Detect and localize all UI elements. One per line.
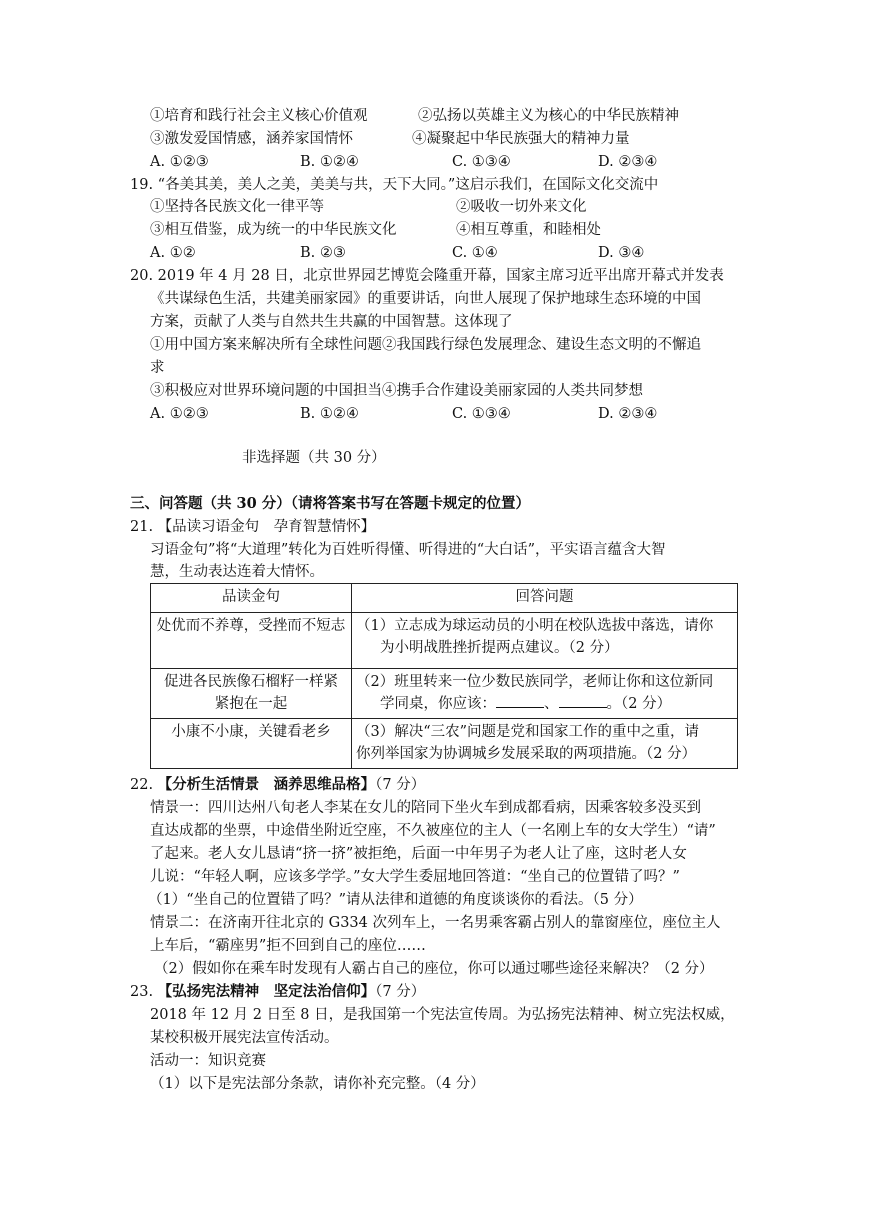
- q22-line: 情景二：在济南开往北京的 G334 次列车上，一名男乘客霸占别人的靠窗座位，座位主人: [150, 915, 721, 931]
- question-text: 你列举国家为协调城乡发展采取的两项措施。（2 分）: [356, 746, 697, 762]
- q22-heading: [130, 775, 425, 795]
- table-header-quote: 品读金句: [151, 584, 352, 613]
- q22-line: 情景一：四川达州八旬老人李某在女儿的陪同下坐火车到成都看病，因乘客较多没买到: [150, 800, 701, 816]
- q19-item-3: ③相互借鉴，成为统一的中华民族文化: [150, 222, 397, 238]
- answer-blank[interactable]: [496, 693, 544, 708]
- q19-item-1: ①坚持各民族文化一律平等: [150, 199, 324, 215]
- q22-line: 上车后，“霸座男”拒不回到自己的座位……: [150, 938, 426, 954]
- question-text: （2）班里转来一位少数民族同学，老师让你和这位新同: [356, 674, 714, 690]
- q21-intro-line: 习语金句”将“大道理”转化为百姓听得懂、听得进的“大白话”，平实语言蕴含大智: [150, 542, 666, 558]
- nonchoice-title: 非选择题（共 30 分）: [242, 450, 386, 466]
- table-row: [151, 719, 738, 769]
- q18-option-c: C. ①③④: [452, 154, 511, 170]
- q18-item-3: ③激发爱国情感，涵养家国情怀: [150, 131, 353, 147]
- q22-score: （7 分）: [375, 777, 426, 793]
- answer-blank[interactable]: [559, 693, 607, 708]
- q20-stem-line: 求: [150, 360, 165, 376]
- q18-option-a: A. ①②③: [150, 154, 209, 170]
- q19-option-b: B. ②③: [300, 245, 346, 261]
- q19-option-d: D. ③④: [598, 245, 645, 261]
- q22-title: 【分析生活情景 涵养思维品格】: [157, 776, 376, 793]
- q21-table: [150, 583, 738, 769]
- q21-heading: 21. 【品读习语金句 孕育智慧情怀】: [130, 519, 376, 535]
- q20-option-b: B. ①②④: [300, 406, 359, 422]
- blank-separator: 、: [544, 696, 559, 712]
- quote-text: 处优而不养尊，受挫而不短志: [156, 618, 346, 634]
- q22-line: 儿说：“年轻人啊，应该多学学。”女大学生委屈地回答道：“坐自己的位置错了吗？”: [150, 869, 680, 885]
- q23-score: （7 分）: [375, 984, 426, 1000]
- table-header-row: [151, 584, 738, 613]
- table-cell-question: [352, 669, 738, 719]
- table-cell-question: [352, 719, 738, 769]
- q23-line: 2018 年 12 月 2 日至 8 日，是我国第一个宪法宣传周。为弘扬宪法精神、树立宪法权威，: [150, 1007, 735, 1023]
- table-header-question: 回答问题: [352, 584, 738, 613]
- table-row: [151, 669, 738, 719]
- q23-subquestion-1: （1）以下是宪法部分条款，请你补充完整。（4 分）: [150, 1076, 485, 1092]
- q20-stem-line: 方案，贡献了人类与自然共生共赢的中国智慧。这体现了: [150, 314, 513, 330]
- question-text: 。（2 分）: [606, 696, 672, 712]
- q19-stem: 19. “各美其美，美人之美，美美与共，天下大同。”这启示我们，在国际文化交流中: [130, 177, 659, 193]
- q19-option-c: C. ①④: [452, 245, 498, 261]
- q23-heading: [130, 982, 425, 1002]
- question-text: （1）立志成为球运动员的小明在校队选拔中落选，请你: [356, 618, 714, 634]
- q22-subquestion-2: （2）假如你在乘车时发现有人霸占自己的座位，你可以通过哪些途径来解决？（2 分）: [154, 961, 714, 977]
- q23-title: 【弘扬宪法精神 坚定法治信仰】: [157, 983, 376, 1000]
- q20-option-c: C. ①③④: [452, 406, 511, 422]
- q20-stem-line: 《共谋绿色生活，共建美丽家园》的重要讲话，向世人展现了保护地球生态环境的中国: [150, 291, 701, 307]
- table-cell-quote: [151, 669, 352, 719]
- table-cell-question: [352, 613, 738, 669]
- question-text-with-blanks: [356, 693, 733, 715]
- q23-line: 某校积极开展宪法宣传活动。: [150, 1030, 339, 1046]
- table-cell-quote: [151, 719, 352, 769]
- table-row: [151, 613, 738, 669]
- quote-text: 促进各民族像石榴籽一样紧: [164, 674, 338, 690]
- table-cell-quote: [151, 613, 352, 669]
- question-text: （3）解决“三农”问题是党和国家工作的重中之重，请: [356, 724, 700, 740]
- q22-line: 直达成都的坐票，中途借坐附近空座，不久被座位的主人（一名刚上车的女大学生）“请”: [150, 823, 716, 839]
- q20-stem-line: ③积极应对世界环境问题的中国担当④携手合作建设美丽家园的人类共同梦想: [150, 383, 643, 399]
- q18-item-4: ④凝聚起中华民族强大的精神力量: [412, 131, 630, 147]
- q18-item-1: ①培育和践行社会主义核心价值观: [150, 108, 368, 124]
- question-text: 学同桌，你应该：: [380, 696, 496, 712]
- q19-item-2: ②吸收一切外来文化: [456, 199, 587, 215]
- q19-item-4: ④相互尊重，和睦相处: [456, 222, 601, 238]
- q21-intro-line: 慧，生动表达连着大情怀。: [150, 564, 324, 580]
- q18-option-d: D. ②③④: [598, 154, 658, 170]
- q18-option-b: B. ①②④: [300, 154, 359, 170]
- q20-option-a: A. ①②③: [150, 406, 209, 422]
- q20-option-d: D. ②③④: [598, 406, 658, 422]
- q20-stem-line: ①用中国方案来解决所有全球性问题②我国践行绿色发展理念、建设生态文明的不懈追: [150, 337, 701, 353]
- q22-number: 22.: [130, 777, 158, 793]
- quote-text: 小康不小康，关键看老乡: [171, 724, 331, 740]
- q22-subquestion-1: （1）“坐自己的位置错了吗？”请从法律和道德的角度谈谈你的看法。（5 分）: [148, 892, 643, 908]
- question-text: 为小明战胜挫折提两点建议。（2 分）: [380, 640, 619, 656]
- q18-item-2: ②弘扬以英雄主义为核心的中华民族精神: [418, 108, 679, 124]
- q19-option-a: A. ①②: [150, 245, 196, 261]
- quote-text: 紧抱在一起: [214, 696, 288, 712]
- q22-line: 了起来。老人女儿恳请“挤一挤”被拒绝，后面一中年男子为老人让了座，这时老人女: [150, 846, 687, 862]
- q23-activity-title: 活动一：知识竞赛: [150, 1053, 266, 1069]
- q23-number: 23.: [130, 984, 158, 1000]
- q20-stem-line: 20. 2019 年 4 月 28 日，北京世界园艺博览会隆重开幕，国家主席习近平出席开幕式并发表: [130, 268, 724, 284]
- section3-title: 三、问答题（共 30 分）（请将答案书写在答题卡规定的位置）: [130, 495, 531, 512]
